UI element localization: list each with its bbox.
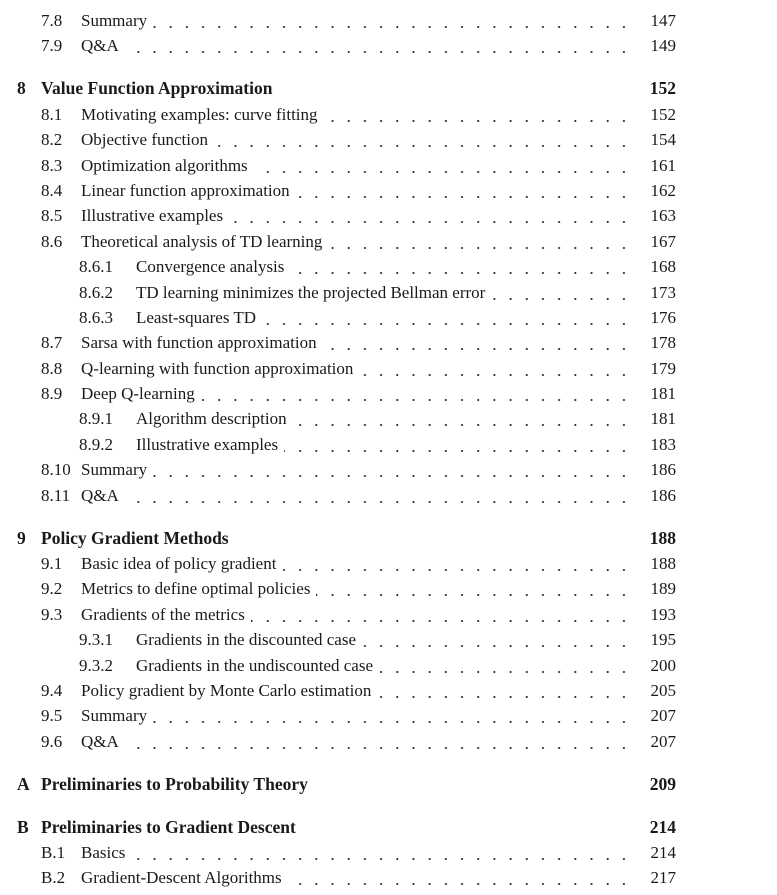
entry-title: Gradient-Descent Algorithms [81, 865, 288, 890]
toc-section-entry[interactable] [0, 602, 777, 627]
toc-section-entry[interactable] [0, 627, 777, 652]
toc-section-entry[interactable] [0, 203, 777, 228]
entry-number: 9.3 [41, 604, 63, 624]
toc-section-entry[interactable] [0, 330, 777, 355]
toc-chapter-entry[interactable] [0, 526, 777, 551]
dot-leader [288, 865, 632, 890]
entry-number: 9 [17, 527, 26, 548]
entry-page-number: 188 [649, 527, 676, 548]
dot-leader [377, 678, 632, 703]
entry-number: B.1 [41, 843, 66, 863]
toc-section-entry[interactable] [0, 729, 777, 754]
dot-leader [125, 33, 632, 58]
toc-section-entry[interactable] [0, 551, 777, 576]
entry-number: 8.4 [41, 180, 63, 200]
entry-title: Illustrative examples [136, 432, 284, 457]
entry-number: 8.10 [41, 460, 71, 480]
entry-number: 8.6 [41, 231, 63, 251]
entry-number: 7.8 [41, 11, 63, 30]
entry-title: Gradients of the metrics [81, 602, 251, 627]
dot-leader [323, 330, 632, 355]
entry-title: Gradients in the undiscounted case [136, 653, 379, 678]
entry-page-number: 168 [650, 257, 676, 277]
toc-section-entry[interactable] [0, 102, 777, 127]
entry-number: B.2 [41, 868, 66, 888]
dot-leader [251, 602, 632, 627]
toc-section-entry[interactable] [0, 280, 777, 305]
entry-page-number: 173 [650, 282, 676, 302]
dot-leader [282, 551, 632, 576]
entry-page-number: 189 [650, 579, 676, 599]
entry-title: Metrics to define optimal policies [81, 576, 316, 601]
toc-section-entry[interactable] [0, 127, 777, 152]
dot-leader [328, 229, 632, 254]
entry-title: Summary [81, 457, 153, 482]
entry-title: Sarsa with function approximation [81, 330, 323, 355]
entry-title: Q&A [81, 483, 125, 508]
entry-number: 8.3 [41, 155, 63, 175]
dot-leader [324, 102, 632, 127]
entry-title: Algorithm description [136, 406, 293, 431]
toc-section-entry[interactable] [0, 356, 777, 381]
entry-page-number: 193 [650, 604, 676, 624]
toc-section-entry[interactable] [0, 8, 777, 33]
entry-page-number: 200 [650, 655, 676, 675]
dot-leader [153, 457, 632, 482]
dot-leader [131, 840, 632, 865]
toc-section-entry[interactable] [0, 865, 777, 890]
entry-title: Value Function Approximation [41, 76, 278, 101]
dot-leader [359, 356, 632, 381]
entry-title: Gradients in the discounted case [136, 627, 362, 652]
entry-number: 8.8 [41, 358, 63, 378]
entry-title: Deep Q-learning [81, 381, 201, 406]
dot-leader [293, 406, 632, 431]
entry-page-number: 179 [650, 358, 676, 378]
entry-page-number: 186 [650, 485, 676, 505]
entry-title: Preliminaries to Gradient Descent [41, 815, 302, 840]
entry-title: Illustrative examples [81, 203, 229, 228]
toc-section-entry[interactable] [0, 840, 777, 865]
dot-leader [491, 280, 632, 305]
entry-number: A [17, 773, 30, 794]
entry-page-number: 178 [650, 333, 676, 353]
entry-page-number: 207 [650, 706, 676, 726]
dot-leader [125, 729, 632, 754]
toc-section-entry[interactable] [0, 33, 777, 58]
toc-section-entry[interactable] [0, 678, 777, 703]
entry-page-number: 149 [650, 36, 676, 56]
entry-number: 9.3.2 [79, 655, 113, 675]
toc-section-entry[interactable] [0, 703, 777, 728]
dot-leader [125, 483, 632, 508]
entry-page-number: 154 [650, 130, 676, 150]
dot-leader [362, 627, 632, 652]
entry-title: Basic idea of policy gradient [81, 551, 282, 576]
entry-title: Objective function [81, 127, 214, 152]
toc-section-entry[interactable] [0, 229, 777, 254]
entry-page-number: 167 [650, 231, 676, 251]
entry-page-number: 214 [650, 843, 676, 863]
entry-number: 8 [17, 78, 26, 99]
entry-number: 9.3.1 [79, 630, 113, 650]
toc-chapter-entry[interactable] [0, 815, 777, 840]
entry-number: 8.9.1 [79, 409, 113, 429]
entry-title: Preliminaries to Probability Theory [41, 772, 314, 797]
entry-title: Theoretical analysis of TD learning [81, 229, 328, 254]
entry-number: 8.1 [41, 104, 63, 124]
toc-section-entry[interactable] [0, 381, 777, 406]
entry-page-number: 186 [650, 460, 676, 480]
dot-leader [262, 305, 632, 330]
entry-title: TD learning minimizes the projected Bellman error [136, 280, 491, 305]
entry-page-number: 217 [650, 868, 676, 888]
entry-title: Basics [81, 840, 131, 865]
entry-number: 9.5 [41, 706, 63, 726]
toc-chapter-entry[interactable] [0, 772, 777, 797]
dot-leader [296, 178, 632, 203]
entry-page-number: 188 [650, 554, 676, 573]
entry-number: 9.6 [41, 731, 63, 751]
entry-title: Optimization algorithms [81, 153, 254, 178]
entry-number: 9.1 [41, 554, 63, 573]
entry-page-number: 207 [650, 731, 676, 751]
toc-chapter-entry[interactable] [0, 76, 777, 101]
dot-leader [290, 254, 632, 279]
entry-number: 8.6.1 [79, 257, 113, 277]
dot-leader [316, 576, 632, 601]
entry-number: 8.9 [41, 384, 63, 404]
entry-title: Summary [81, 8, 153, 33]
toc-section-entry[interactable] [0, 254, 777, 279]
entry-title: Convergence analysis [136, 254, 290, 279]
toc-section-entry[interactable] [0, 406, 777, 431]
entry-page-number: 152 [649, 78, 676, 99]
entry-title: Linear function approximation [81, 178, 296, 203]
entry-number: 8.6.2 [79, 282, 113, 302]
dot-leader [201, 381, 632, 406]
entry-number: 8.6.3 [79, 307, 113, 327]
entry-page-number: 195 [650, 630, 676, 650]
entry-page-number: 152 [650, 104, 676, 124]
entry-page-number: 181 [650, 409, 676, 429]
entry-number: 8.7 [41, 333, 63, 353]
entry-number: 8.11 [41, 485, 71, 505]
dot-leader [153, 703, 632, 728]
entry-title: Q-learning with function approximation [81, 356, 359, 381]
entry-number: B [17, 816, 29, 837]
entry-number: 9.2 [41, 579, 63, 599]
entry-number: 7.9 [41, 36, 63, 56]
entry-title: Q&A [81, 729, 125, 754]
toc-section-entry[interactable] [0, 576, 777, 601]
entry-title: Q&A [81, 33, 125, 58]
entry-page-number: 214 [649, 816, 676, 837]
entry-page-number: 161 [650, 155, 676, 175]
entry-page-number: 162 [650, 180, 676, 200]
entry-page-number: 209 [649, 773, 676, 794]
entry-number: 8.9.2 [79, 434, 113, 454]
entry-page-number: 163 [650, 206, 676, 226]
entry-page-number: 205 [650, 680, 676, 700]
entry-title: Motivating examples: curve fitting [81, 102, 324, 127]
entry-title: Policy gradient by Monte Carlo estimation [81, 678, 377, 703]
toc-section-entry[interactable] [0, 305, 777, 330]
dot-leader [214, 127, 632, 152]
entry-number: 8.5 [41, 206, 63, 226]
dot-leader [284, 432, 632, 457]
dot-leader [379, 653, 632, 678]
toc-section-entry[interactable] [0, 653, 777, 678]
entry-title: Least-squares TD [136, 305, 262, 330]
dot-leader [229, 203, 632, 228]
entry-page-number: 147 [650, 11, 676, 30]
toc-section-entry[interactable] [0, 432, 777, 457]
entry-number: 8.2 [41, 130, 63, 150]
entry-page-number: 181 [650, 384, 676, 404]
entry-page-number: 183 [650, 434, 676, 454]
table-of-contents [0, 8, 777, 891]
entry-title: Summary [81, 703, 153, 728]
entry-page-number: 176 [650, 307, 676, 327]
entry-number: 9.4 [41, 680, 63, 700]
toc-section-entry[interactable] [0, 153, 777, 178]
toc-section-entry[interactable] [0, 457, 777, 482]
toc-section-entry[interactable] [0, 483, 777, 508]
toc-section-entry[interactable] [0, 178, 777, 203]
dot-leader [153, 8, 632, 33]
dot-leader [254, 153, 632, 178]
entry-title: Policy Gradient Methods [41, 526, 235, 551]
